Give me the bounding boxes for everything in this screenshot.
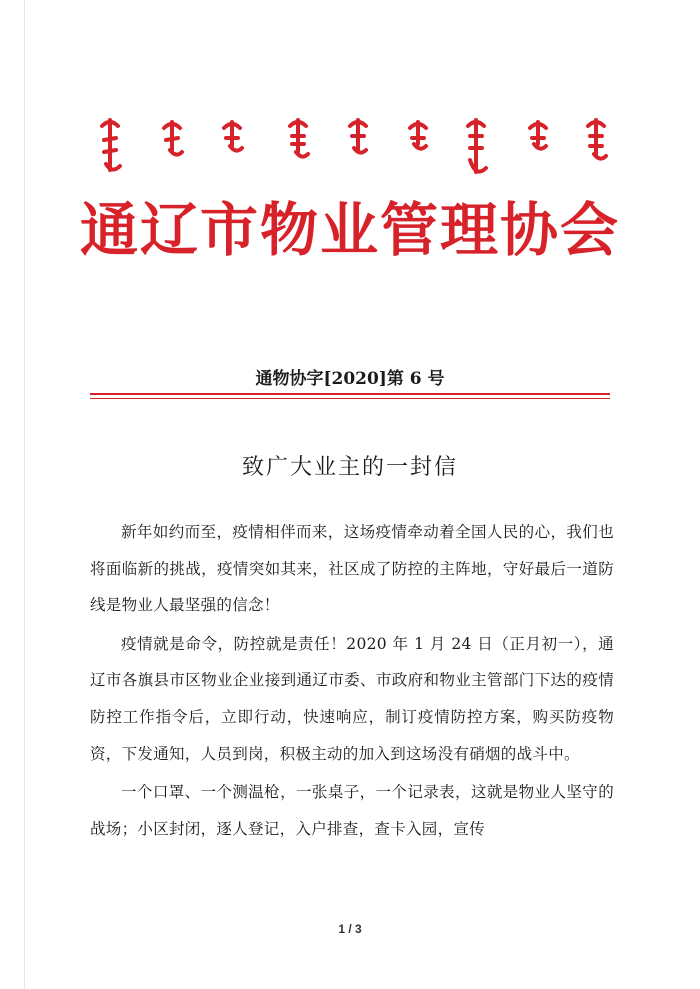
scan-edge-line: [24, 0, 25, 989]
mongolian-script-heading: [92, 108, 612, 188]
mongolian-script-graphic: [92, 108, 612, 188]
document-number: 通物协字[2020]第 6 号: [255, 369, 445, 389]
paragraph-3: 一个口罩、一个测温枪，一张桌子，一个记录表，这就是物业人坚守的战场；小区封闭，逐人登记，入户排查，查卡入园，宣传: [90, 783, 614, 838]
letter-title: 致广大业主的一封信: [241, 455, 458, 480]
organization-title: 通辽市物业管理协会: [80, 196, 621, 264]
red-divider-thick: [90, 393, 610, 395]
paragraph-1: 新年如约而至，疫情相伴而来，这场疫情牵动着全国人民的心，我们也将面临新的挑战，疫情突如其来，社区成了防控的主阵地，守好最后一道防线是物业人最坚强的信念！: [90, 523, 614, 615]
letter-body: [90, 514, 614, 849]
red-divider-thin: [90, 398, 610, 399]
page-number: 1 / 3: [338, 922, 362, 936]
paragraph-2: 疫情就是命令，防控就是责任！2020 年 1 月 24 日（正月初一），通辽市各旗县市区物业企业接到通辽市委、市政府和物业主管部门下达的疫情防控工作指令后，立即行动，快速响应，制订疫情防控方案，购买防疫物资，下发通知，人员到岗，积极主动的加入到这场没有硝烟的战斗中。: [90, 634, 614, 763]
